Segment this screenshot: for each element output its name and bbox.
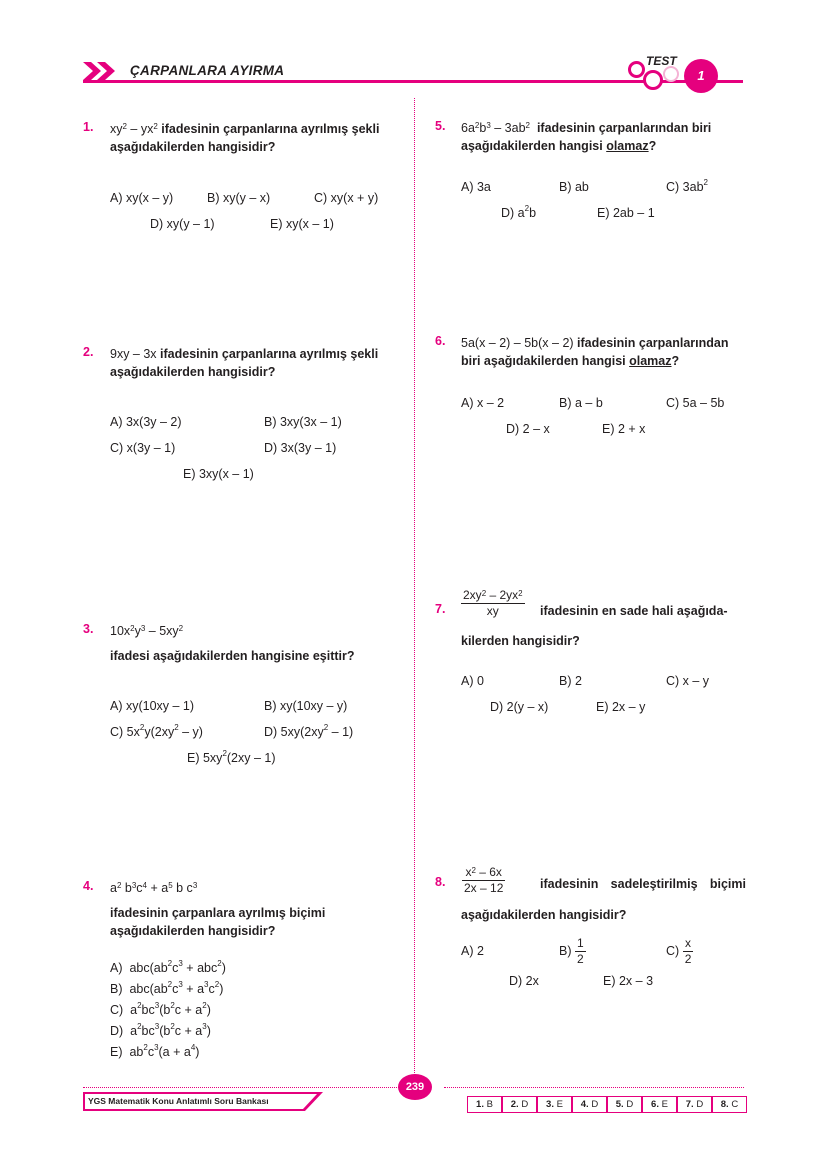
question-stem	[110, 345, 395, 381]
question-text: ifadesinin çarpanlarından biri aşağıdakilerden hangisi	[461, 336, 729, 368]
option-d[interactable]: D) $5xy(2xy^2 - 1)$	[264, 723, 354, 739]
option-a[interactable]: A) 3x(3y – 2)	[110, 415, 182, 429]
option-a[interactable]: A) xy(10xy – 1)	[110, 699, 195, 713]
question-number: 5.	[435, 119, 446, 133]
test-label: TEST	[646, 54, 677, 68]
question-text-cont: kilerden hangisidir?	[461, 634, 580, 648]
fraction-numerator: $2xy^2 - 2yx^2$	[463, 588, 523, 602]
option-label: C)	[666, 943, 680, 958]
fraction-expression	[461, 588, 525, 619]
option-b[interactable]: B) 3xy(3x – 1)	[264, 415, 342, 429]
answer-key-cell: 5. D	[607, 1096, 642, 1113]
emphasis-word: olamaz	[629, 354, 672, 368]
answer-key-cell: 1. B	[467, 1096, 502, 1113]
option-e[interactable]: E) 2 + x	[602, 422, 646, 436]
option-a[interactable]: A) $abc(ab^2c^3 + abc^2)$	[110, 959, 226, 975]
fraction-denominator: xy	[486, 604, 499, 618]
answer-key-cell: 4. D	[572, 1096, 607, 1113]
option-e[interactable]: E) 3xy(x – 1)	[183, 467, 254, 481]
double-chevron-icon	[83, 60, 129, 82]
option-b[interactable]	[559, 936, 586, 967]
fraction-denominator: 2	[576, 952, 584, 966]
page-number: 239	[398, 1074, 432, 1100]
question-expression: $a^2$ $b^3c^4 + a^5$ b $c^3$	[110, 881, 198, 895]
fraction-numerator: 1	[576, 936, 584, 950]
option-c[interactable]: C) x(3y – 1)	[110, 441, 176, 455]
book-title: YGS Matematik Konu Anlatımlı Soru Bankası	[88, 1096, 269, 1106]
question-number: 3.	[83, 622, 94, 636]
question-stem	[461, 334, 749, 370]
question-end: ?	[648, 139, 657, 153]
question-text: ifadesi aşağıdakilerden hangisine eşittir?	[110, 649, 355, 663]
question-expression: $xy^2 - yx^2$	[110, 122, 158, 136]
test-number-circle: 1	[684, 59, 718, 93]
option-b[interactable]: B) xy(y – x)	[207, 191, 271, 205]
test-ring-2	[643, 70, 663, 90]
option-c[interactable]: C) $a^2bc^3(b^2c + a^2)$	[110, 1001, 211, 1017]
option-d[interactable]: D) 3x(3y – 1)	[264, 441, 337, 455]
option-label: B)	[559, 943, 572, 958]
option-a[interactable]: A) 3a	[461, 180, 491, 194]
option-c[interactable]: C) 5a – 5b	[666, 396, 725, 410]
question-number: 8.	[435, 875, 446, 889]
page-title: ÇARPANLARA AYIRMA	[130, 63, 285, 78]
question-text: ifadesinin sadeleştirilmiş biçimi	[540, 877, 746, 891]
emphasis-word: olamaz	[606, 139, 649, 153]
question-number: 4.	[83, 879, 94, 893]
option-b[interactable]: B) ab	[559, 180, 589, 194]
question-expression: 9xy – 3x	[110, 347, 157, 361]
question-number: 1.	[83, 120, 94, 134]
option-a[interactable]: A) xy(x – y)	[110, 191, 174, 205]
question-number: 6.	[435, 334, 446, 348]
option-a[interactable]: A) x – 2	[461, 396, 505, 410]
question-expression: $10x^2y^3 - 5xy^2$	[110, 624, 184, 638]
fraction-denominator: 2x – 12	[464, 881, 504, 895]
option-e[interactable]: E) 2x – 3	[603, 974, 654, 988]
option-e[interactable]: E) $ab^2c^3(a + a^4)$	[110, 1043, 200, 1059]
question-text: ifadesinin çarpanlarına ayrılmış şekli aşağıdakilerden hangisidir?	[110, 122, 380, 154]
question-stem	[461, 119, 746, 155]
question-expression: $6a^2b^3 - 3ab^2$	[461, 121, 530, 135]
answer-key-cell: 7. D	[677, 1096, 712, 1113]
question-end: ?	[671, 354, 680, 368]
fraction-expression	[462, 865, 505, 896]
option-b[interactable]: B) a – b	[559, 396, 603, 410]
option-a[interactable]: A) 2	[461, 944, 484, 958]
option-b[interactable]: B) 2	[559, 674, 582, 688]
option-e[interactable]: E) $5xy^2(2xy - 1)$	[187, 749, 276, 765]
question-text: ifadesinin en sade hali aşağıda-	[540, 604, 728, 618]
option-fraction	[683, 936, 694, 967]
option-a[interactable]: A) 0	[461, 674, 484, 688]
option-d[interactable]: D) xy(y – 1)	[150, 217, 215, 231]
answer-key-cell: 6. E	[642, 1096, 677, 1113]
option-c[interactable]: C) $5x^2y(2xy^2 - y)$	[110, 723, 203, 739]
option-b[interactable]: B) xy(10xy – y)	[264, 699, 348, 713]
option-e[interactable]: E) 2ab – 1	[597, 206, 655, 220]
option-c[interactable]: C) x – y	[666, 674, 710, 688]
question-text-cont: aşağıdakilerden hangisidir?	[461, 908, 627, 922]
fraction-numerator: $x^2 - 6x$	[462, 865, 505, 881]
question-text: ifadesinin çarpanlarına ayrılmış şekli aşağıdakilerden hangisidir?	[110, 347, 379, 379]
test-ring-1	[628, 61, 645, 78]
question-text: ifadesinin çarpanlara ayrılmış biçimi aşağıdakilerden hangisidir?	[110, 906, 326, 938]
option-fraction	[575, 936, 586, 967]
answer-key-cell: 2. D	[502, 1096, 537, 1113]
option-d[interactable]: D) $a^2b$	[501, 204, 537, 220]
question-stem	[110, 120, 395, 156]
option-d[interactable]: D) $a^2bc^3(b^2c + a^3)$	[110, 1022, 211, 1038]
question-expression: 5a(x – 2) – 5b(x – 2)	[461, 336, 574, 350]
answer-key-cell: 8. C	[712, 1096, 747, 1113]
question-number: 7.	[435, 602, 446, 616]
footer-dotted-right	[444, 1087, 744, 1088]
fraction-denominator: 2	[684, 952, 692, 966]
option-e[interactable]: E) xy(x – 1)	[270, 217, 334, 231]
option-e[interactable]: E) 2x – y	[596, 700, 646, 714]
question-text: ifadesinin çarpanlarından biri aşağıdakilerden hangisi	[461, 121, 712, 153]
column-divider	[414, 98, 415, 1083]
option-d[interactable]: D) 2(y – x)	[490, 700, 549, 714]
fraction-numerator: x	[683, 936, 694, 952]
option-d[interactable]: D) 2 – x	[506, 422, 550, 436]
option-c[interactable]: C) xy(x + y)	[314, 191, 379, 205]
test-ring-3	[663, 66, 679, 82]
option-c[interactable]	[666, 936, 693, 967]
footer-dotted-left	[83, 1087, 401, 1088]
option-b[interactable]: B) $abc(ab^2c^3 + a^3c^2)$	[110, 980, 224, 996]
question-number: 2.	[83, 345, 94, 359]
option-d[interactable]: D) 2x	[509, 974, 539, 988]
option-c[interactable]: C) $3ab^2$	[666, 178, 708, 194]
answer-key-cell: 3. E	[537, 1096, 572, 1113]
